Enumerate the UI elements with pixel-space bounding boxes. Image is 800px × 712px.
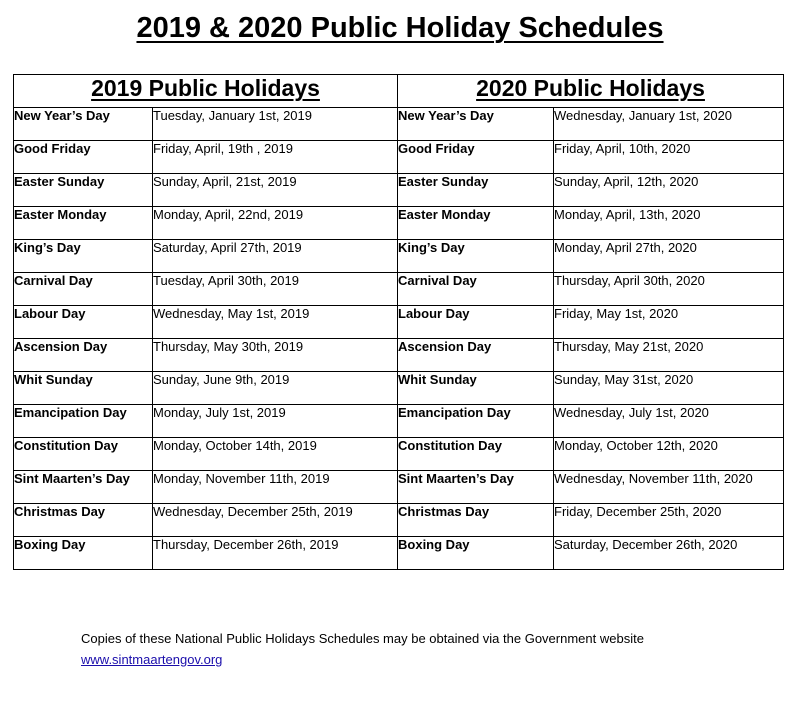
holiday-date-2019: Monday, July 1st, 2019 xyxy=(153,405,398,438)
holiday-date-2019: Thursday, December 26th, 2019 xyxy=(153,537,398,570)
holiday-name-2020: Ascension Day xyxy=(398,339,554,372)
holiday-date-2020: Monday, April 27th, 2020 xyxy=(554,240,784,273)
holiday-date-2019: Friday, April, 19th , 2019 xyxy=(153,141,398,174)
table-row xyxy=(14,240,784,273)
holiday-name-2020: Easter Monday xyxy=(398,207,554,240)
header-2020 xyxy=(398,75,784,108)
footer-note: Copies of these National Public Holidays Schedules may be obtained via the Government website xyxy=(81,631,644,646)
holiday-schedule-table xyxy=(13,74,784,570)
table-row xyxy=(14,108,784,141)
table-row xyxy=(14,339,784,372)
table-row xyxy=(14,471,784,504)
holiday-name-2020: Sint Maarten’s Day xyxy=(398,471,554,504)
holiday-name-2019: Good Friday xyxy=(14,141,153,174)
holiday-name-2020: King’s Day xyxy=(398,240,554,273)
holiday-name-2019: Labour Day xyxy=(14,306,153,339)
holiday-date-2020: Monday, October 12th, 2020 xyxy=(554,438,784,471)
holiday-date-2020: Wednesday, January 1st, 2020 xyxy=(554,108,784,141)
government-website-link[interactable]: www.sintmaartengov.org xyxy=(81,652,223,667)
holiday-date-2020: Friday, April, 10th, 2020 xyxy=(554,141,784,174)
holiday-name-2019: Boxing Day xyxy=(14,537,153,570)
holiday-name-2020: Whit Sunday xyxy=(398,372,554,405)
holiday-name-2020: Carnival Day xyxy=(398,273,554,306)
holiday-name-2019: Emancipation Day xyxy=(14,405,153,438)
holiday-name-2020: Labour Day xyxy=(398,306,554,339)
holiday-date-2020: Thursday, May 21st, 2020 xyxy=(554,339,784,372)
holiday-date-2019: Sunday, April, 21st, 2019 xyxy=(153,174,398,207)
holiday-date-2020: Wednesday, July 1st, 2020 xyxy=(554,405,784,438)
holiday-name-2020: New Year’s Day xyxy=(398,108,554,141)
table-row xyxy=(14,405,784,438)
holiday-name-2020: Boxing Day xyxy=(398,537,554,570)
holiday-date-2020: Monday, April, 13th, 2020 xyxy=(554,207,784,240)
holiday-name-2019: Whit Sunday xyxy=(14,372,153,405)
holiday-date-2019: Wednesday, May 1st, 2019 xyxy=(153,306,398,339)
table-row xyxy=(14,141,784,174)
holiday-name-2019: Easter Sunday xyxy=(14,174,153,207)
holiday-date-2019: Saturday, April 27th, 2019 xyxy=(153,240,398,273)
holiday-date-2019: Tuesday, January 1st, 2019 xyxy=(153,108,398,141)
holiday-rows xyxy=(14,108,784,570)
holiday-date-2020: Friday, December 25th, 2020 xyxy=(554,504,784,537)
holiday-name-2019: King’s Day xyxy=(14,240,153,273)
table-row xyxy=(14,438,784,471)
page-title xyxy=(0,12,800,45)
table-row xyxy=(14,273,784,306)
holiday-date-2019: Tuesday, April 30th, 2019 xyxy=(153,273,398,306)
holiday-name-2019: Carnival Day xyxy=(14,273,153,306)
holiday-name-2019: Constitution Day xyxy=(14,438,153,471)
holiday-name-2019: Christmas Day xyxy=(14,504,153,537)
table-row xyxy=(14,306,784,339)
holiday-date-2019: Thursday, May 30th, 2019 xyxy=(153,339,398,372)
header-2019 xyxy=(14,75,398,108)
header-2019-text: 2019 Public Holidays xyxy=(91,75,320,101)
holiday-date-2020: Friday, May 1st, 2020 xyxy=(554,306,784,339)
holiday-name-2020: Good Friday xyxy=(398,141,554,174)
table-row xyxy=(14,537,784,570)
holiday-name-2020: Constitution Day xyxy=(398,438,554,471)
holiday-name-2019: Sint Maarten’s Day xyxy=(14,471,153,504)
holiday-date-2019: Wednesday, December 25th, 2019 xyxy=(153,504,398,537)
table-header-row xyxy=(14,75,784,108)
table-row xyxy=(14,372,784,405)
holiday-name-2020: Christmas Day xyxy=(398,504,554,537)
holiday-name-2020: Emancipation Day xyxy=(398,405,554,438)
holiday-name-2019: New Year’s Day xyxy=(14,108,153,141)
holiday-date-2020: Thursday, April 30th, 2020 xyxy=(554,273,784,306)
page-title-text: 2019 & 2020 Public Holiday Schedules xyxy=(136,12,664,44)
holiday-name-2019: Ascension Day xyxy=(14,339,153,372)
holiday-date-2019: Monday, October 14th, 2019 xyxy=(153,438,398,471)
header-2020-text: 2020 Public Holidays xyxy=(476,75,705,101)
holiday-name-2020: Easter Sunday xyxy=(398,174,554,207)
holiday-date-2019: Monday, November 11th, 2019 xyxy=(153,471,398,504)
holiday-date-2020: Sunday, April, 12th, 2020 xyxy=(554,174,784,207)
holiday-date-2019: Sunday, June 9th, 2019 xyxy=(153,372,398,405)
holiday-name-2019: Easter Monday xyxy=(14,207,153,240)
holiday-date-2019: Monday, April, 22nd, 2019 xyxy=(153,207,398,240)
holiday-date-2020: Sunday, May 31st, 2020 xyxy=(554,372,784,405)
table-row xyxy=(14,174,784,207)
table-row xyxy=(14,207,784,240)
holiday-date-2020: Saturday, December 26th, 2020 xyxy=(554,537,784,570)
table-row xyxy=(14,504,784,537)
holiday-date-2020: Wednesday, November 11th, 2020 xyxy=(554,471,784,504)
